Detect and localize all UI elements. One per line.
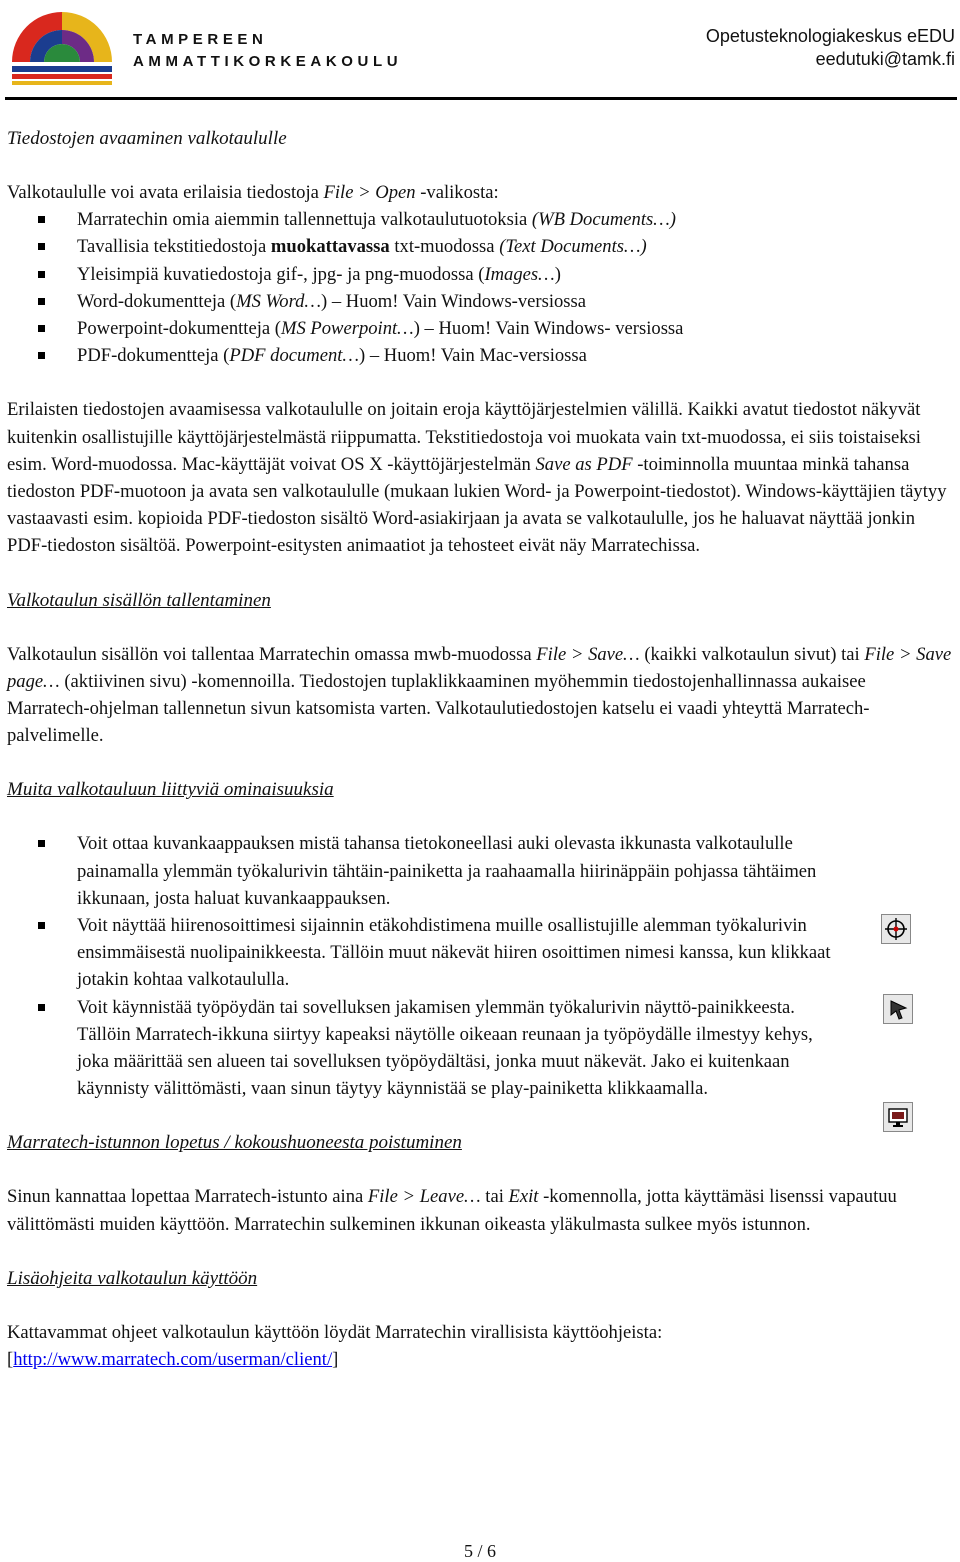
menu-path: File > Save… [536, 643, 640, 665]
header-divider [5, 97, 957, 100]
page-number: 5 / 6 [463, 1541, 496, 1561]
text-run: ) [554, 263, 561, 285]
paragraph-open-intro [7, 179, 952, 206]
menu-path: Exit [508, 1186, 539, 1208]
pointer-arrow-icon [883, 994, 913, 1024]
text-run: Sinun kannattaa lopettaa Marratech-istunto aina [7, 1186, 368, 1208]
text-run: ) – Huom! Vain Windows- versiossa [413, 318, 684, 340]
text-run: Powerpoint-dokumentteja ( [77, 318, 281, 340]
file-type-list [7, 206, 952, 369]
text-run: Valkotaululle voi avata erilaisia tiedostoja [7, 182, 324, 203]
list-item [7, 315, 952, 342]
text-run: Marratechin omia aiemmin tallennettuja valkotaulutuotoksia [77, 209, 532, 231]
org-line-2: AMMATTIKORKEAKOULU [133, 53, 403, 70]
text-run: Valkotaulun sisällön voi tallentaa Marratechin omassa mwb-muodossa [7, 643, 537, 665]
menu-label: MS Word… [236, 290, 321, 312]
unit-info [706, 25, 955, 71]
menu-label: (WB Documents…) [531, 209, 676, 231]
document-body [7, 125, 952, 1373]
section-title-leave: Marratech-istunnon lopetus / kokoushuoneesta poistuminen [7, 1132, 462, 1154]
menu-label: MS Powerpoint… [280, 318, 414, 340]
menu-label: PDF document… [229, 345, 359, 367]
unit-name: Opetusteknologiakeskus eEDU [705, 26, 955, 46]
section-title-more-info: Lisäohjeita valkotaulun käyttöön [7, 1267, 258, 1289]
menu-label: Images… [484, 263, 555, 285]
menu-path: File > Open [323, 182, 416, 203]
menu-path: File > Save page… [7, 643, 952, 692]
text-run: ) – Huom! Vain Mac-versiossa [358, 345, 587, 367]
text-run: -komennolla, jotta käyttämäsi lisenssi vapautuu välittömästi muiden käyttöön. Marratechin sulkeminen ikkunan oikeasta yläkulmasta sulkee myös istunnon. [7, 1186, 897, 1235]
text-run: (aktiivinen sivu) -komennoilla. Tiedostojen tuplaklikkaaminen myöhemmin tiedostojenhallinnassa aukaisee Marratech-ohjelman tallennetun sivun katsomista varten. Valkotaulutiedostojen katselu ei vaadi yhteyttä Marratech-palvelimelle. [7, 670, 870, 747]
paragraph-more-info: Kattavammat ohjeet valkotaulun käyttöön löydät Marratechin virallisista käyttöohjeista: [7, 1321, 663, 1343]
paragraph-leave [7, 1183, 952, 1237]
text-run: Word-dokumentteja ( [77, 290, 237, 312]
organization-name [133, 29, 402, 73]
menu-path: File > Leave… [367, 1186, 481, 1208]
list-item [7, 261, 952, 288]
menu-label: Save as PDF [535, 453, 633, 475]
list-item [7, 288, 952, 315]
tamk-logo [8, 4, 118, 88]
unit-email: eedutuki@tamk.fi [815, 49, 955, 69]
feature-list [7, 830, 847, 1102]
text-run: Erilaisten tiedostojen avaamisessa valkotaululle on joitain eroja käyttöjärjestelmien välillä. Kaikki avatut tiedostot näkyvät kuitenkin osallistujille käyttöjärjestelmästä riippumatta. Tekstitiedostoja voi muokata vain txt-muodossa, ei siis toistaiseksi esim. Word-muodossa. Mac-käyttäjät voivat OS X -käyttöjärjestelmän [7, 399, 921, 475]
text-run: (kaikki valkotaulun sivut) tai [639, 643, 865, 665]
text-run: Yleisimpiä kuvatiedostoja gif-, jpg- ja png-muodossa ( [77, 263, 485, 285]
list-item: Voit näyttää hiirenosoittimesi sijainnin etäkohdistimena muille osallistujille alemman työkalurivin ensimmäisestä nuolipainikkeesta. Tällöin muut näkevät hiiren osoittimen nimesi kanssa, kun klikkaat jotakin kohtaa valkotaululla. [7, 912, 847, 994]
section-title-open-files: Tiedostojen avaaminen valkotaululle [7, 128, 287, 149]
text-run: PDF-dokumentteja ( [77, 345, 230, 367]
section-title-features: Muita valkotauluun liittyviä ominaisuuksia [7, 779, 334, 801]
text-run: -toiminnolla muuntaa minkä tahansa tiedoston PDF-muotoon ja avata sen valkotaululle (mukaan lukien Word- ja Powerpoint-tiedostot). Windows-käyttäjien täytyy vastaavasti esim. kopioida PDF-tiedoston sisältö Word-asiakirjaan ja avata se valkotaululle, jos he haluavat näyttää jonkin PDF-tiedoston sisältöä. Powerpoint-esitysten animaatiot ja tehosteet eivät näy Marratechissa. [7, 453, 947, 557]
emphasis: muokattavassa [270, 236, 390, 258]
text-run: ) – Huom! Vain Windows-versiossa [320, 290, 587, 312]
org-line-1: TAMPEREEN [133, 31, 268, 48]
list-item: Voit ottaa kuvankaappauksen mistä tahansa tietokoneellasi auki olevasta ikkunasta valkotaululle painamalla ylemmän työkalurivin tähtäin-painiketta ja raahaamalla hiirinäppäin pohjassa tähtäimen ikkunaan, josta haluat kuvankaappauksen. [7, 830, 847, 912]
list-item [7, 233, 952, 260]
page-header [0, 0, 960, 100]
text-run: Tavallisia tekstitiedostoja [77, 236, 271, 258]
bracket: ] [332, 1349, 339, 1371]
paragraph-save [7, 641, 952, 750]
menu-label: (Text Documents…) [499, 236, 647, 258]
text-run: -valikosta: [415, 182, 499, 203]
bracket: [ [7, 1349, 14, 1371]
list-item: Voit käynnistää työpöydän tai sovelluksen jakamisen ylemmän työkalurivin näyttö-painikkeesta. Tällöin Marratech-ikkuna siirtyy kapeaksi näytölle oikeaan reunaan ja työpöydälle ilmestyy kehys, joka määrittää sen alueen tai sovelluksen työpöydältäsi, jonka muut näkevät. Jako ei kuitenkaan käynnisty välittömästi, vaan sinun täytyy käynnistää se play-painiketta klikkaamalla. [7, 994, 847, 1103]
paragraph-os-differences [7, 396, 952, 559]
userman-link[interactable]: http://www.marratech.com/userman/client/ [13, 1349, 333, 1371]
text-run: txt-muodossa [389, 236, 500, 258]
crosshair-icon [881, 914, 911, 944]
list-item [7, 342, 952, 369]
text-run: tai [480, 1186, 509, 1208]
link-line [7, 1346, 952, 1373]
list-item [7, 206, 952, 233]
section-title-save: Valkotaulun sisällön tallentaminen [7, 589, 271, 611]
screen-share-icon [883, 1102, 913, 1132]
